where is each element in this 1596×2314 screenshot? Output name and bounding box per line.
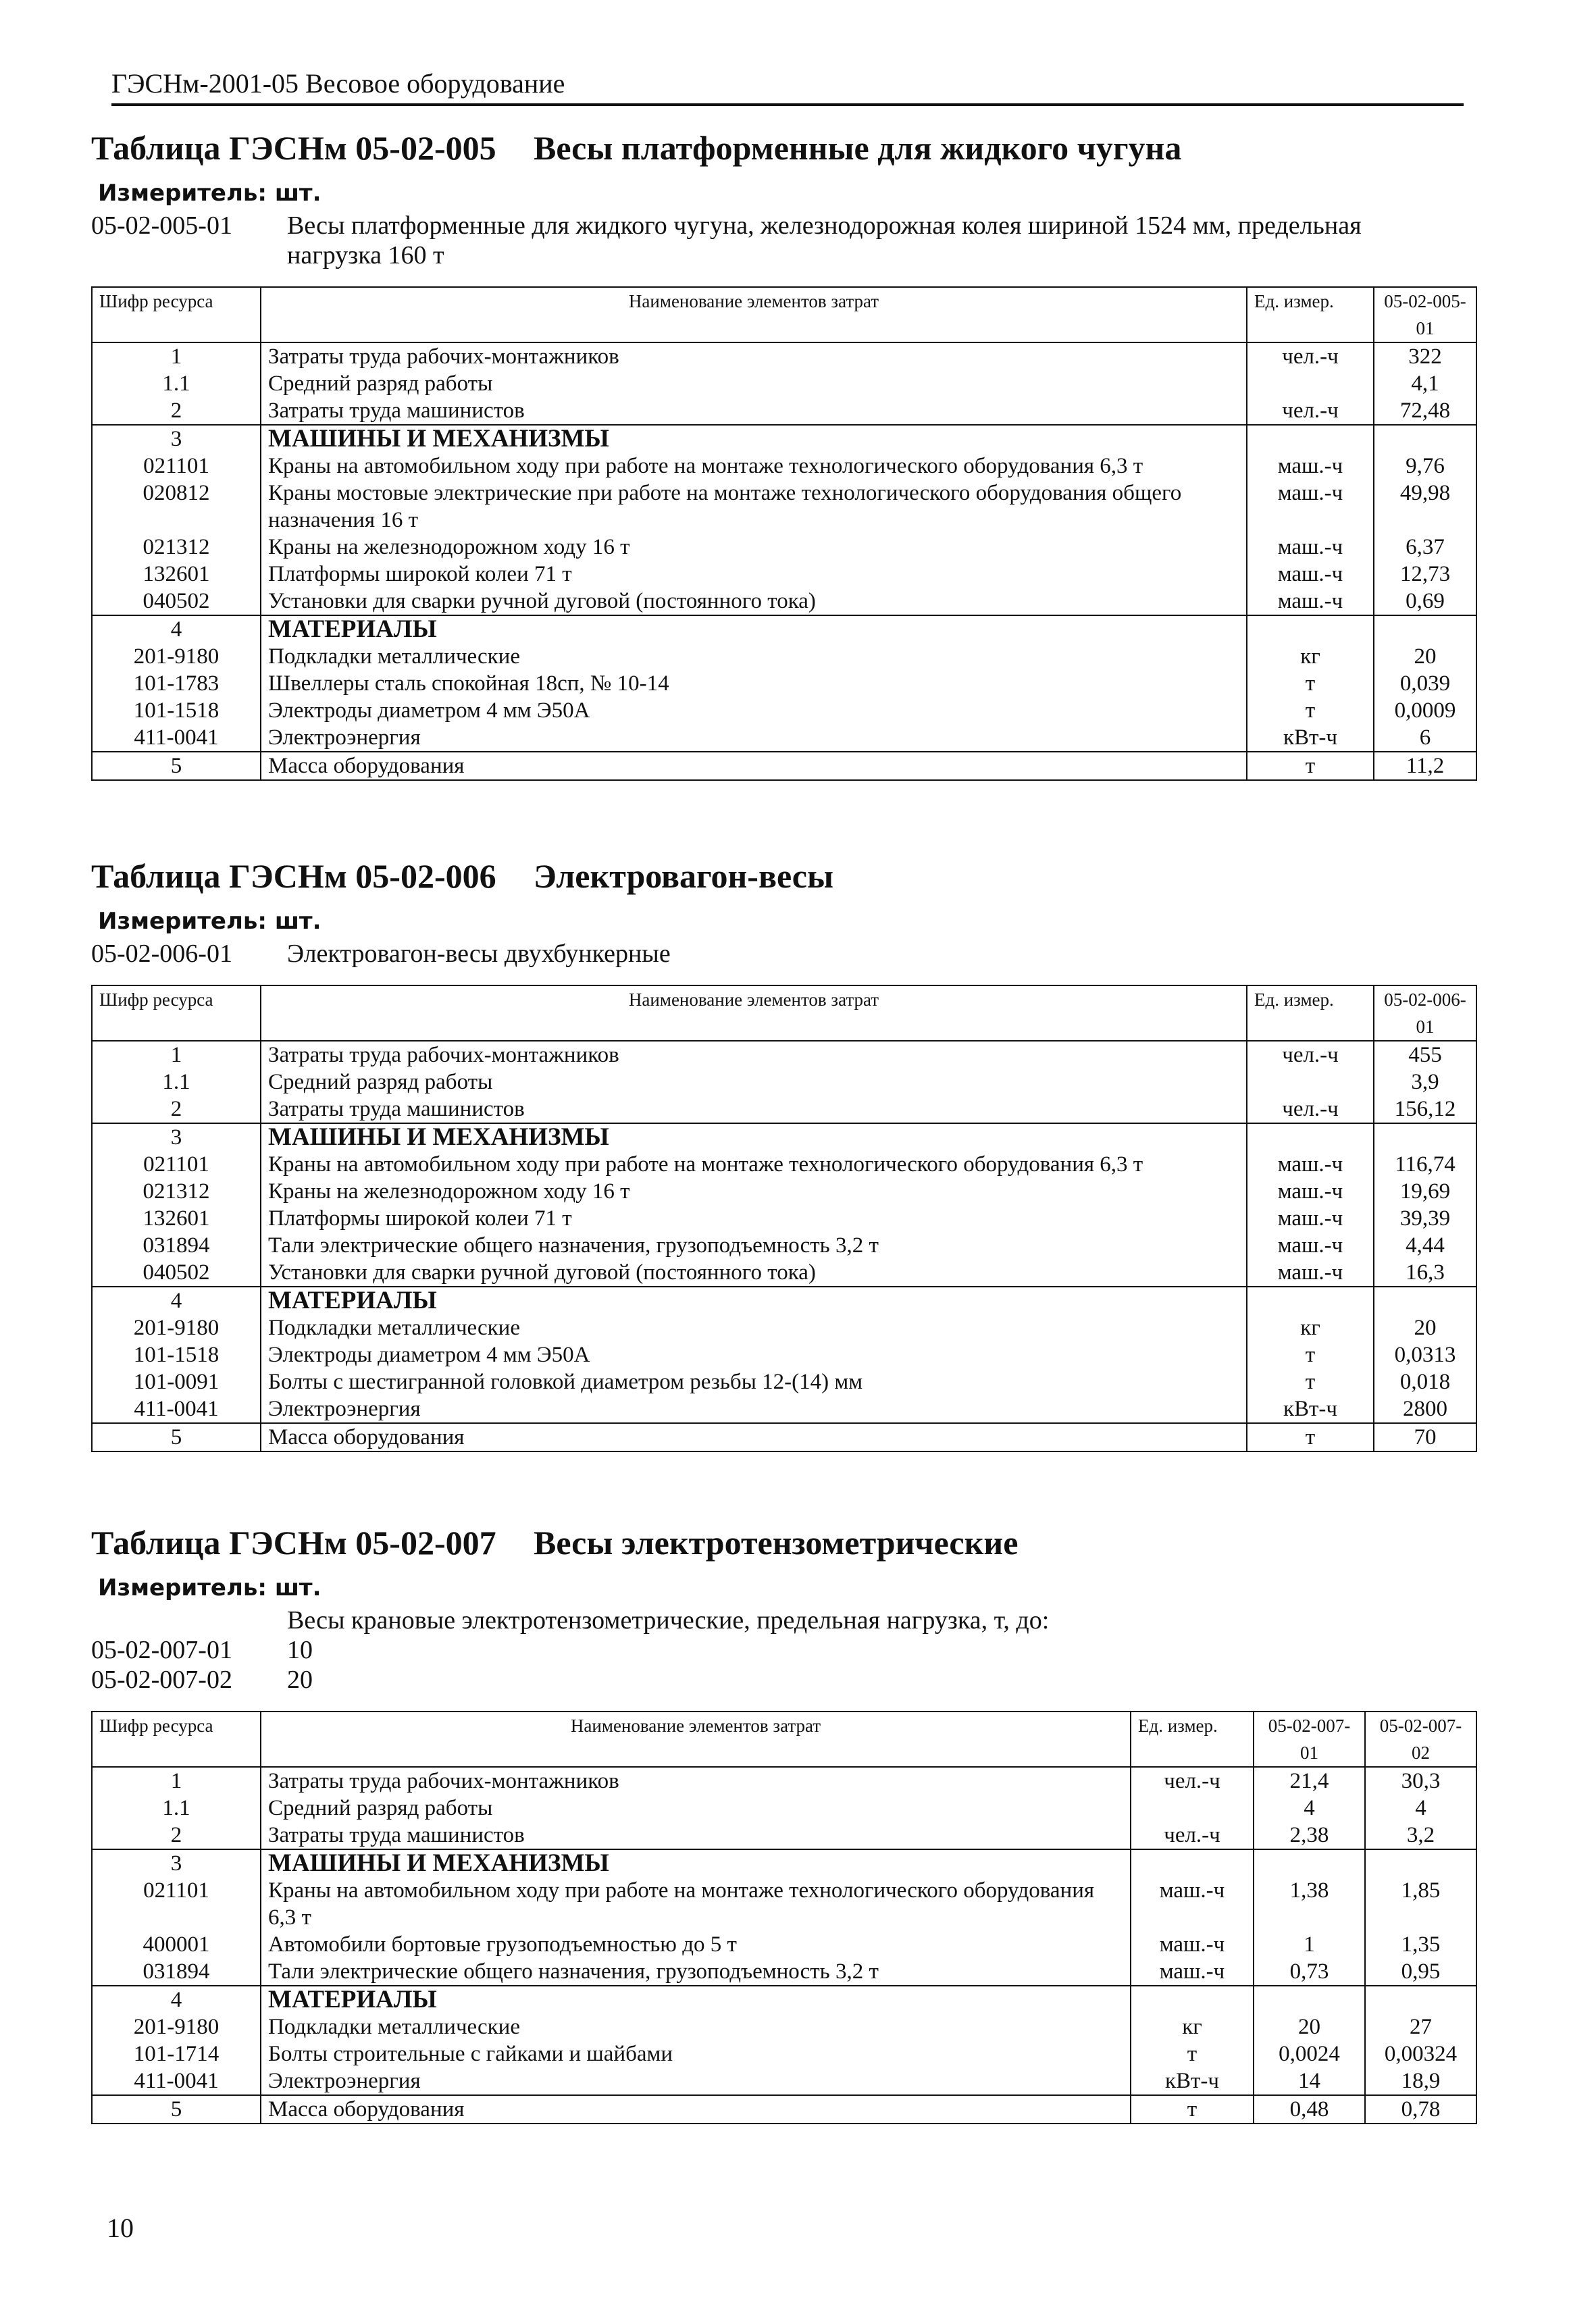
row-name: Автомобили бортовые грузоподъемностью до 5 т — [261, 1931, 1131, 1958]
row-name: Болты с шестигранной головкой диаметром резьбы 12-(14) мм — [261, 1368, 1247, 1395]
row-name: Тали электрические общего назначения, грузоподъемность 3,2 т — [261, 1958, 1131, 1986]
header-norm-code: 05-02-007-02 — [1365, 1712, 1476, 1767]
row-value: 322 — [1374, 342, 1476, 370]
header-name: Наименование элементов затрат — [261, 287, 1247, 342]
header-code: Шифр ресурса — [92, 985, 261, 1041]
row-code: 3 — [92, 425, 261, 453]
row-value: 1 — [1254, 1931, 1365, 1958]
table-row — [92, 370, 1476, 397]
row-code: 5 — [92, 1423, 261, 1451]
row-value — [1254, 1849, 1365, 1877]
row-unit — [1247, 370, 1374, 397]
row-unit: чел.-ч — [1247, 1041, 1374, 1069]
row-value: 49,98 — [1374, 480, 1476, 534]
table-row — [92, 1041, 1476, 1069]
row-name: Электроэнергия — [261, 724, 1247, 752]
row-value: 70 — [1374, 1423, 1476, 1451]
row-code: 4 — [92, 1287, 261, 1314]
table-row — [92, 1822, 1476, 1849]
row-unit: маш.-ч — [1247, 453, 1374, 480]
row-unit — [1131, 1795, 1254, 1822]
row-name: Краны на железнодорожном ходу 16 т — [261, 534, 1247, 561]
row-value: 0,039 — [1374, 670, 1476, 697]
table-row — [92, 480, 1476, 534]
row-name: Установки для сварки ручной дуговой (постоянного тока) — [261, 1259, 1247, 1287]
row-name: Средний разряд работы — [261, 1069, 1247, 1096]
norm-item-code: 05-02-007-01 — [91, 1636, 232, 1664]
row-unit: чел.-ч — [1247, 1096, 1374, 1123]
row-value: 0,73 — [1254, 1958, 1365, 1986]
row-name: Электроэнергия — [261, 1395, 1247, 1423]
row-unit: маш.-ч — [1247, 1151, 1374, 1178]
row-unit — [1247, 1123, 1374, 1151]
category-row — [92, 615, 1476, 643]
row-code: 101-1518 — [92, 1341, 261, 1368]
row-value: 3,2 — [1365, 1822, 1476, 1849]
row-unit: кг — [1247, 1314, 1374, 1341]
row-value — [1374, 615, 1476, 643]
row-name: Масса оборудования — [261, 2095, 1131, 2124]
row-unit: маш.-ч — [1247, 588, 1374, 615]
table-header-row — [92, 287, 1476, 342]
table-title-name: Весы электротензометрические — [534, 1524, 1019, 1562]
row-unit: т — [1247, 1368, 1374, 1395]
row-code: 021101 — [92, 453, 261, 480]
row-unit — [1247, 425, 1374, 453]
section-05-02-007 — [91, 1523, 1476, 2124]
norm-item-desc: 10 — [287, 1636, 313, 1664]
row-name: Затраты труда рабочих-монтажников — [261, 342, 1247, 370]
row-name: Затраты труда рабочих-монтажников — [261, 1041, 1247, 1069]
row-code: 1.1 — [92, 1069, 261, 1096]
resource-table — [91, 286, 1477, 781]
category-title: МАТЕРИАЛЫ — [261, 1287, 1247, 1314]
row-value: 14 — [1254, 2067, 1365, 2095]
row-value: 16,3 — [1374, 1259, 1476, 1287]
norm-intro-text: Весы крановые электротензометрические, предельная нагрузка, т, до: — [287, 1606, 1050, 1635]
row-name: Краны на железнодорожном ходу 16 т — [261, 1178, 1247, 1205]
row-unit — [1247, 1069, 1374, 1096]
header-unit: Ед. измер. — [1247, 287, 1374, 342]
category-title: МАШИНЫ И МЕХАНИЗМЫ — [261, 1849, 1131, 1877]
table-row — [92, 1795, 1476, 1822]
row-value: 19,69 — [1374, 1178, 1476, 1205]
table-row — [92, 1096, 1476, 1123]
row-value — [1374, 1287, 1476, 1314]
norm-item-code: 05-02-007-02 — [91, 1666, 232, 1694]
resource-table — [91, 1711, 1477, 2124]
table-header-row — [92, 985, 1476, 1041]
header-unit: Ед. измер. — [1131, 1712, 1254, 1767]
row-value: 30,3 — [1365, 1767, 1476, 1795]
table-row — [92, 752, 1476, 780]
table-row — [92, 1259, 1476, 1287]
row-code: 411-0041 — [92, 1395, 261, 1423]
row-name: Затраты труда машинистов — [261, 1822, 1131, 1849]
section-05-02-006 — [91, 856, 1476, 1452]
row-name: Средний разряд работы — [261, 1795, 1131, 1822]
row-code: 201-9180 — [92, 643, 261, 670]
category-title: МАТЕРИАЛЫ — [261, 1986, 1131, 2013]
row-name: Швеллеры сталь спокойная 18сп, № 10-14 — [261, 670, 1247, 697]
measure-unit: Измеритель: шт. — [98, 1574, 321, 1601]
row-name: Подкладки металлические — [261, 643, 1247, 670]
row-code: 4 — [92, 615, 261, 643]
row-code: 101-1714 — [92, 2040, 261, 2067]
table-title-name: Весы платформенные для жидкого чугуна — [534, 129, 1182, 167]
row-name: Подкладки металлические — [261, 1314, 1247, 1341]
row-code: 2 — [92, 1822, 261, 1849]
row-name: Электроэнергия — [261, 2067, 1131, 2095]
row-code: 201-9180 — [92, 1314, 261, 1341]
row-code: 021312 — [92, 1178, 261, 1205]
table-row — [92, 1232, 1476, 1259]
row-value: 39,39 — [1374, 1205, 1476, 1232]
row-name: Болты строительные с гайками и шайбами — [261, 2040, 1131, 2067]
table-row — [92, 453, 1476, 480]
row-unit: маш.-ч — [1247, 1205, 1374, 1232]
row-code: 3 — [92, 1849, 261, 1877]
row-value: 12,73 — [1374, 561, 1476, 588]
table-header-row — [92, 1712, 1476, 1767]
category-title: МАТЕРИАЛЫ — [261, 615, 1247, 643]
row-value: 11,2 — [1374, 752, 1476, 780]
category-row — [92, 425, 1476, 453]
table-row — [92, 1314, 1476, 1341]
measure-unit: Измеритель: шт. — [98, 180, 321, 207]
row-value: 3,9 — [1374, 1069, 1476, 1096]
row-name: Краны на автомобильном ходу при работе на монтаже технологического оборудования 6,3 т — [261, 1151, 1247, 1178]
row-code: 101-1783 — [92, 670, 261, 697]
row-unit: маш.-ч — [1247, 480, 1374, 534]
row-value: 4 — [1365, 1795, 1476, 1822]
row-value: 72,48 — [1374, 397, 1476, 425]
table-row — [92, 1341, 1476, 1368]
row-value: 455 — [1374, 1041, 1476, 1069]
table-row — [92, 561, 1476, 588]
header-unit: Ед. измер. — [1247, 985, 1374, 1041]
table-row — [92, 2095, 1476, 2124]
row-unit: маш.-ч — [1247, 534, 1374, 561]
row-value: 0,48 — [1254, 2095, 1365, 2124]
table-row — [92, 724, 1476, 752]
row-unit: чел.-ч — [1247, 342, 1374, 370]
row-code: 132601 — [92, 1205, 261, 1232]
row-value: 2800 — [1374, 1395, 1476, 1423]
row-value: 0,0313 — [1374, 1341, 1476, 1368]
table-row — [92, 1395, 1476, 1423]
row-code: 411-0041 — [92, 724, 261, 752]
row-name: Средний разряд работы — [261, 370, 1247, 397]
table-row — [92, 2013, 1476, 2040]
row-name: Затраты труда рабочих-монтажников — [261, 1767, 1131, 1795]
row-code: 4 — [92, 1986, 261, 2013]
row-value — [1254, 1986, 1365, 2013]
norm-item — [91, 939, 1476, 969]
row-value: 21,4 — [1254, 1767, 1365, 1795]
header-norm-code: 05-02-005-01 — [1374, 287, 1476, 342]
row-code: 400001 — [92, 1931, 261, 1958]
table-row — [92, 1767, 1476, 1795]
norm-item-code: 05-02-005-01 — [91, 211, 232, 240]
row-name: Электроды диаметром 4 мм Э50А — [261, 697, 1247, 724]
row-unit: кг — [1247, 643, 1374, 670]
header-name: Наименование элементов затрат — [261, 985, 1247, 1041]
row-value — [1365, 1986, 1476, 2013]
row-code: 132601 — [92, 561, 261, 588]
row-value — [1365, 1849, 1476, 1877]
row-unit: маш.-ч — [1131, 1877, 1254, 1931]
row-name: Масса оборудования — [261, 1423, 1247, 1451]
category-row — [92, 1123, 1476, 1151]
row-name: Подкладки металлические — [261, 2013, 1131, 2040]
row-code: 101-1518 — [92, 697, 261, 724]
table-row — [92, 1423, 1476, 1451]
row-code: 1.1 — [92, 370, 261, 397]
table-row — [92, 643, 1476, 670]
row-unit: т — [1247, 670, 1374, 697]
row-unit — [1131, 1849, 1254, 1877]
row-value: 0,018 — [1374, 1368, 1476, 1395]
row-code: 1 — [92, 1041, 261, 1069]
row-unit: чел.-ч — [1247, 397, 1374, 425]
table-row — [92, 534, 1476, 561]
norm-item — [91, 1635, 1476, 1665]
category-row — [92, 1287, 1476, 1314]
row-value: 20 — [1374, 643, 1476, 670]
row-name: Тали электрические общего назначения, грузоподъемность 3,2 т — [261, 1232, 1247, 1259]
row-code: 020812 — [92, 480, 261, 534]
row-code: 1.1 — [92, 1795, 261, 1822]
row-value: 1,35 — [1365, 1931, 1476, 1958]
row-code: 031894 — [92, 1958, 261, 1986]
row-value: 18,9 — [1365, 2067, 1476, 2095]
row-value: 0,78 — [1365, 2095, 1476, 2124]
table-title-code: Таблица ГЭСНм 05-02-007 — [91, 1524, 496, 1562]
row-unit: кг — [1131, 2013, 1254, 2040]
row-value — [1374, 425, 1476, 453]
row-code: 3 — [92, 1123, 261, 1151]
norm-item-desc: Электровагон-весы двухбункерные — [287, 940, 671, 968]
table-row — [92, 1877, 1476, 1931]
header-name: Наименование элементов затрат — [261, 1712, 1131, 1767]
row-unit: чел.-ч — [1131, 1767, 1254, 1795]
row-code: 040502 — [92, 1259, 261, 1287]
row-value: 0,95 — [1365, 1958, 1476, 1986]
running-header: ГЭСНм-2001-05 Весовое оборудование — [111, 68, 565, 99]
resource-table — [91, 985, 1477, 1452]
row-name: Платформы широкой колеи 71 т — [261, 1205, 1247, 1232]
row-unit: т — [1247, 1341, 1374, 1368]
row-unit: т — [1247, 697, 1374, 724]
table-row — [92, 1958, 1476, 1986]
row-name: Краны на автомобильном ходу при работе на монтаже технологического оборудования 6,3 т — [261, 453, 1247, 480]
row-unit: кВт-ч — [1131, 2067, 1254, 2095]
row-value: 20 — [1254, 2013, 1365, 2040]
category-title: МАШИНЫ И МЕХАНИЗМЫ — [261, 425, 1247, 453]
table-title — [91, 856, 1476, 904]
row-unit: маш.-ч — [1247, 1178, 1374, 1205]
table-row — [92, 1368, 1476, 1395]
row-value: 0,00324 — [1365, 2040, 1476, 2067]
row-value: 0,69 — [1374, 588, 1476, 615]
category-row — [92, 1849, 1476, 1877]
row-value: 27 — [1365, 2013, 1476, 2040]
row-code: 201-9180 — [92, 2013, 261, 2040]
row-name: Электроды диаметром 4 мм Э50А — [261, 1341, 1247, 1368]
table-row — [92, 1151, 1476, 1178]
row-unit: т — [1247, 1423, 1374, 1451]
row-value: 9,76 — [1374, 453, 1476, 480]
table-row — [92, 670, 1476, 697]
table-row — [92, 588, 1476, 615]
row-value: 0,0024 — [1254, 2040, 1365, 2067]
row-value: 1,38 — [1254, 1877, 1365, 1931]
row-unit: т — [1131, 2095, 1254, 2124]
norm-intro — [91, 1605, 1476, 1635]
norm-item-desc: Весы платформенные для жидкого чугуна, железнодорожная колея шириной 1524 мм, предельная нагрузка 160 т — [287, 211, 1362, 269]
category-row — [92, 1986, 1476, 2013]
table-row — [92, 1205, 1476, 1232]
row-value: 2,38 — [1254, 1822, 1365, 1849]
row-unit: маш.-ч — [1131, 1931, 1254, 1958]
table-row — [92, 1178, 1476, 1205]
row-code: 5 — [92, 2095, 261, 2124]
measure-unit: Измеритель: шт. — [98, 908, 321, 935]
row-value: 4 — [1254, 1795, 1365, 1822]
row-code: 2 — [92, 397, 261, 425]
row-code: 101-0091 — [92, 1368, 261, 1395]
row-unit: маш.-ч — [1131, 1958, 1254, 1986]
table-row — [92, 397, 1476, 425]
row-value: 156,12 — [1374, 1096, 1476, 1123]
row-code: 5 — [92, 752, 261, 780]
header-norm-code: 05-02-006-01 — [1374, 985, 1476, 1041]
row-code: 031894 — [92, 1232, 261, 1259]
row-name: Краны мостовые электрические при работе на монтаже технологического оборудования общего назначения 16 т — [261, 480, 1247, 534]
row-name: Платформы широкой колеи 71 т — [261, 561, 1247, 588]
table-title — [91, 128, 1476, 176]
row-unit: маш.-ч — [1247, 1259, 1374, 1287]
table-row — [92, 342, 1476, 370]
norm-item — [91, 1665, 1476, 1695]
row-unit: маш.-ч — [1247, 1232, 1374, 1259]
table-row — [92, 2040, 1476, 2067]
norm-item-code: 05-02-006-01 — [91, 940, 232, 968]
table-title — [91, 1523, 1476, 1570]
table-title-name: Электровагон-весы — [534, 857, 833, 895]
row-value: 4,1 — [1374, 370, 1476, 397]
row-unit: кВт-ч — [1247, 1395, 1374, 1423]
row-code: 040502 — [92, 588, 261, 615]
row-name: Затраты труда машинистов — [261, 1096, 1247, 1123]
row-value: 20 — [1374, 1314, 1476, 1341]
row-value: 6 — [1374, 724, 1476, 752]
row-code: 411-0041 — [92, 2067, 261, 2095]
row-unit — [1247, 1287, 1374, 1314]
header-rule — [111, 103, 1464, 106]
row-code: 1 — [92, 342, 261, 370]
table-row — [92, 2067, 1476, 2095]
row-unit: кВт-ч — [1247, 724, 1374, 752]
row-value — [1374, 1123, 1476, 1151]
row-name: Масса оборудования — [261, 752, 1247, 780]
row-unit: чел.-ч — [1131, 1822, 1254, 1849]
row-code: 021101 — [92, 1151, 261, 1178]
row-code: 2 — [92, 1096, 261, 1123]
row-code: 021101 — [92, 1877, 261, 1931]
norm-item — [91, 211, 1476, 270]
row-value: 1,85 — [1365, 1877, 1476, 1931]
row-unit — [1247, 615, 1374, 643]
row-value: 6,37 — [1374, 534, 1476, 561]
row-value: 4,44 — [1374, 1232, 1476, 1259]
table-row — [92, 697, 1476, 724]
row-name: Установки для сварки ручной дуговой (постоянного тока) — [261, 588, 1247, 615]
header-code: Шифр ресурса — [92, 1712, 261, 1767]
row-unit: маш.-ч — [1247, 561, 1374, 588]
page-number: 10 — [107, 2213, 134, 2243]
row-unit — [1131, 1986, 1254, 2013]
table-title-code: Таблица ГЭСНм 05-02-005 — [91, 129, 496, 167]
category-title: МАШИНЫ И МЕХАНИЗМЫ — [261, 1123, 1247, 1151]
table-row — [92, 1069, 1476, 1096]
header-code: Шифр ресурса — [92, 287, 261, 342]
norm-item-desc: 20 — [287, 1666, 313, 1694]
table-title-code: Таблица ГЭСНм 05-02-006 — [91, 857, 496, 895]
row-code: 1 — [92, 1767, 261, 1795]
row-name: Затраты труда машинистов — [261, 397, 1247, 425]
row-unit: т — [1131, 2040, 1254, 2067]
row-value: 0,0009 — [1374, 697, 1476, 724]
table-row — [92, 1931, 1476, 1958]
row-name: Краны на автомобильном ходу при работе на монтаже технологического оборудования 6,3 т — [261, 1877, 1131, 1931]
row-unit: т — [1247, 752, 1374, 780]
row-code: 021312 — [92, 534, 261, 561]
section-05-02-005 — [91, 128, 1476, 781]
header-norm-code: 05-02-007-01 — [1254, 1712, 1365, 1767]
row-value: 116,74 — [1374, 1151, 1476, 1178]
